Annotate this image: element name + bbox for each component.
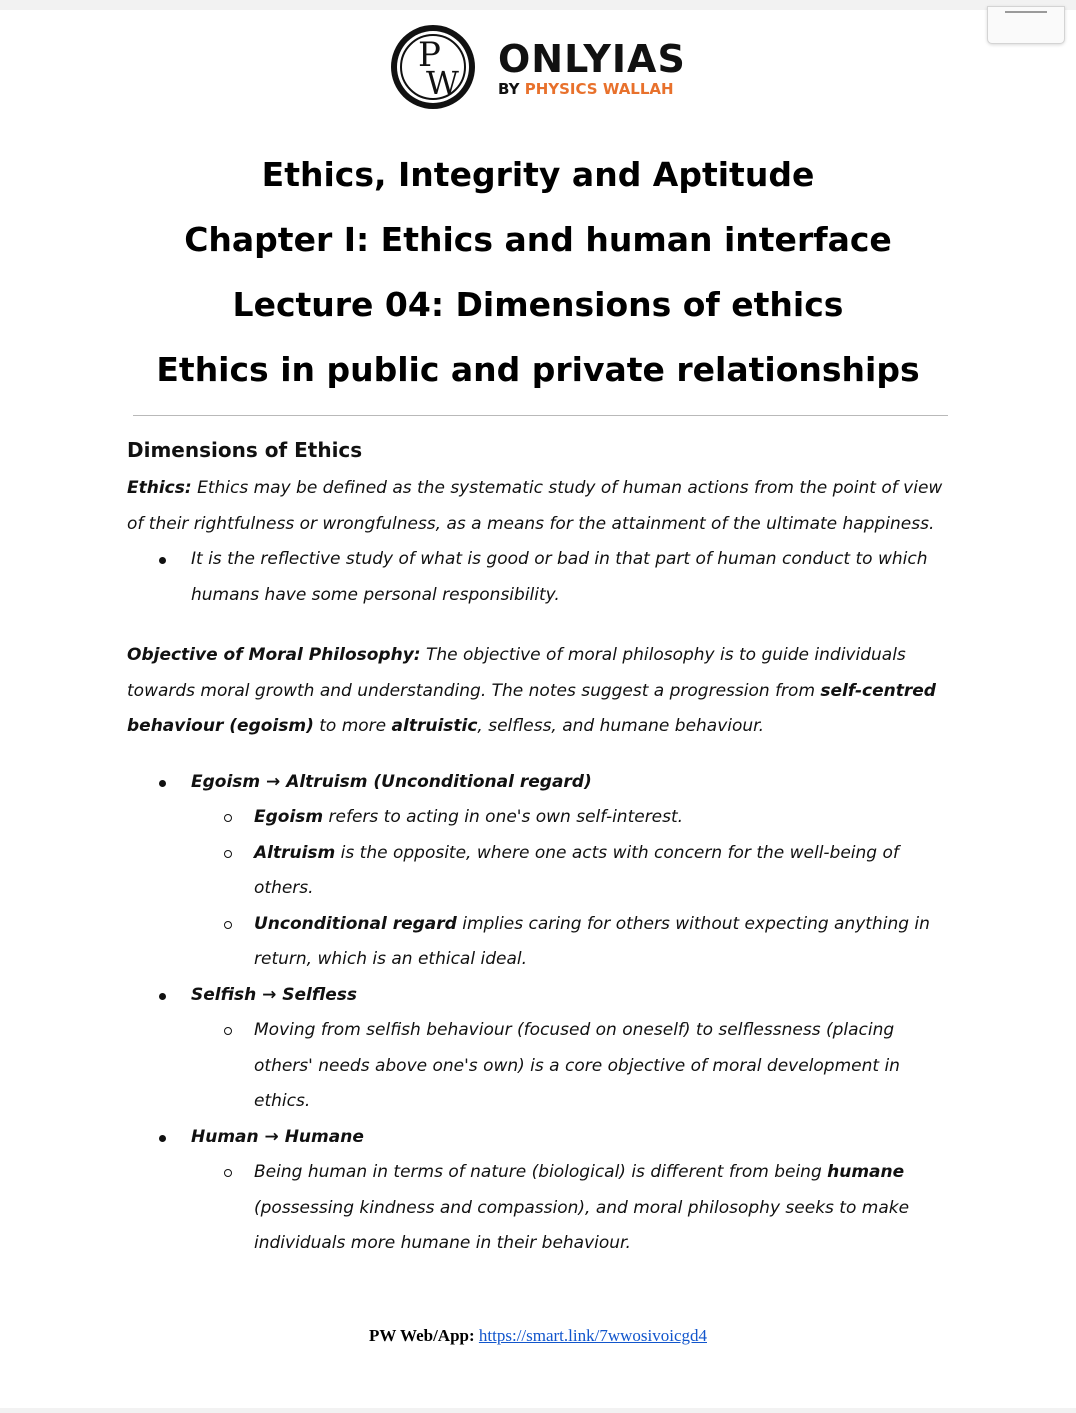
circle-bullet-icon	[224, 1169, 232, 1177]
sub-bold: Egoism	[254, 807, 324, 827]
ethics-definition	[127, 471, 957, 542]
item-title: Egoism → Altruism (Unconditional regard)	[191, 771, 592, 792]
section-heading: Dimensions of Ethics	[127, 438, 363, 462]
sub-list-item	[127, 1155, 957, 1262]
bullet-icon	[159, 993, 166, 1000]
objective-bold-egoism: self-centred behaviour (egoism)	[127, 680, 936, 736]
ethics-text: Ethics may be defined as the systematic study of human actions from the point of view of their rightfulness or wrongfulness, as a means for the attainment of the ultimate happiness.	[127, 478, 943, 534]
sub-text: (possessing kindness and compassion), and moral philosophy seeks to make individuals more humane in their behaviour.	[254, 1197, 910, 1253]
progression-list	[127, 765, 957, 1262]
brand-subtitle	[498, 80, 686, 98]
circle-bullet-icon	[224, 1027, 232, 1035]
menu-button[interactable]	[987, 6, 1065, 44]
pw-letter-p: P	[418, 35, 441, 75]
logo-header	[386, 20, 706, 110]
spacer	[127, 613, 957, 638]
sub-bold: humane	[827, 1162, 905, 1182]
notes-content	[127, 435, 957, 1262]
sub-text: Being human in terms of nature (biological) is different from being	[254, 1162, 828, 1182]
item-title: Human → Humane	[191, 1126, 364, 1147]
brand-owner: PHYSICS WALLAH	[524, 80, 674, 98]
chapter-title: Chapter I: Ethics and human interface	[184, 220, 892, 259]
document-page	[0, 10, 1076, 1408]
sub-bold: Altruism	[254, 842, 336, 863]
bullet-icon	[159, 1135, 166, 1142]
circle-bullet-icon	[224, 850, 232, 858]
circle-bullet-icon	[224, 921, 232, 929]
objective-label: Objective of Moral Philosophy:	[127, 645, 421, 665]
ethics-bullet-text: It is the reflective study of what is good or bad in that part of human conduct to which humans have some personal responsibility.	[191, 549, 928, 605]
circle-bullet-icon	[224, 814, 232, 822]
objective-text: , selfless, and humane behaviour.	[477, 716, 765, 736]
sub-list-item	[127, 907, 957, 978]
bullet-icon	[159, 557, 166, 564]
sub-list-item	[127, 1013, 957, 1120]
list-item	[127, 978, 957, 1014]
sub-text: refers to acting in one's own self-interest.	[323, 807, 684, 827]
pw-letter-w: W	[426, 64, 459, 102]
sub-text: implies caring for others without expecting anything in return, which is an ethical ideal.	[254, 913, 930, 969]
objective-paragraph	[127, 638, 957, 745]
ethics-bullets	[127, 542, 957, 613]
objective-text: to more	[313, 716, 392, 736]
objective-bold-altruistic: altruistic	[391, 716, 478, 736]
sub-bold: Unconditional regard	[254, 913, 457, 934]
list-item	[127, 765, 957, 801]
footer-link[interactable]: https://smart.link/7wwosivoicgd4	[478, 1326, 707, 1345]
sub-list-item	[127, 800, 957, 836]
objective-text: The objective of moral philosophy is to guide individuals towards moral growth and understanding. The notes suggest a progression from	[127, 645, 906, 701]
subject-title: Ethics, Integrity and Aptitude	[261, 155, 815, 194]
page-footer	[0, 1326, 1076, 1346]
document-titles	[0, 142, 1076, 402]
spacer	[127, 745, 957, 765]
menu-icon	[1005, 11, 1047, 13]
ethics-label: Ethics:	[127, 478, 192, 498]
pw-logo-icon	[390, 24, 476, 110]
item-title: Selfish → Selfless	[191, 984, 358, 1005]
lecture-title: Lecture 04: Dimensions of ethics	[232, 285, 844, 324]
list-item	[127, 542, 957, 613]
sub-text: is the opposite, where one acts with concern for the well-being of others.	[254, 842, 899, 898]
brand-name: ONLYIAS	[498, 37, 686, 81]
list-item	[127, 1120, 957, 1156]
brand-by: BY	[498, 80, 520, 98]
footer-label: PW Web/App:	[369, 1326, 475, 1345]
topic-title: Ethics in public and private relationships	[156, 350, 920, 389]
sub-text: Moving from selfish behaviour (focused on oneself) to selflessness (placing others' needs above one's own) is a core objective of moral development in ethics.	[254, 1020, 900, 1111]
bullet-icon	[159, 780, 166, 787]
sub-list-item	[127, 836, 957, 907]
divider	[133, 415, 948, 416]
